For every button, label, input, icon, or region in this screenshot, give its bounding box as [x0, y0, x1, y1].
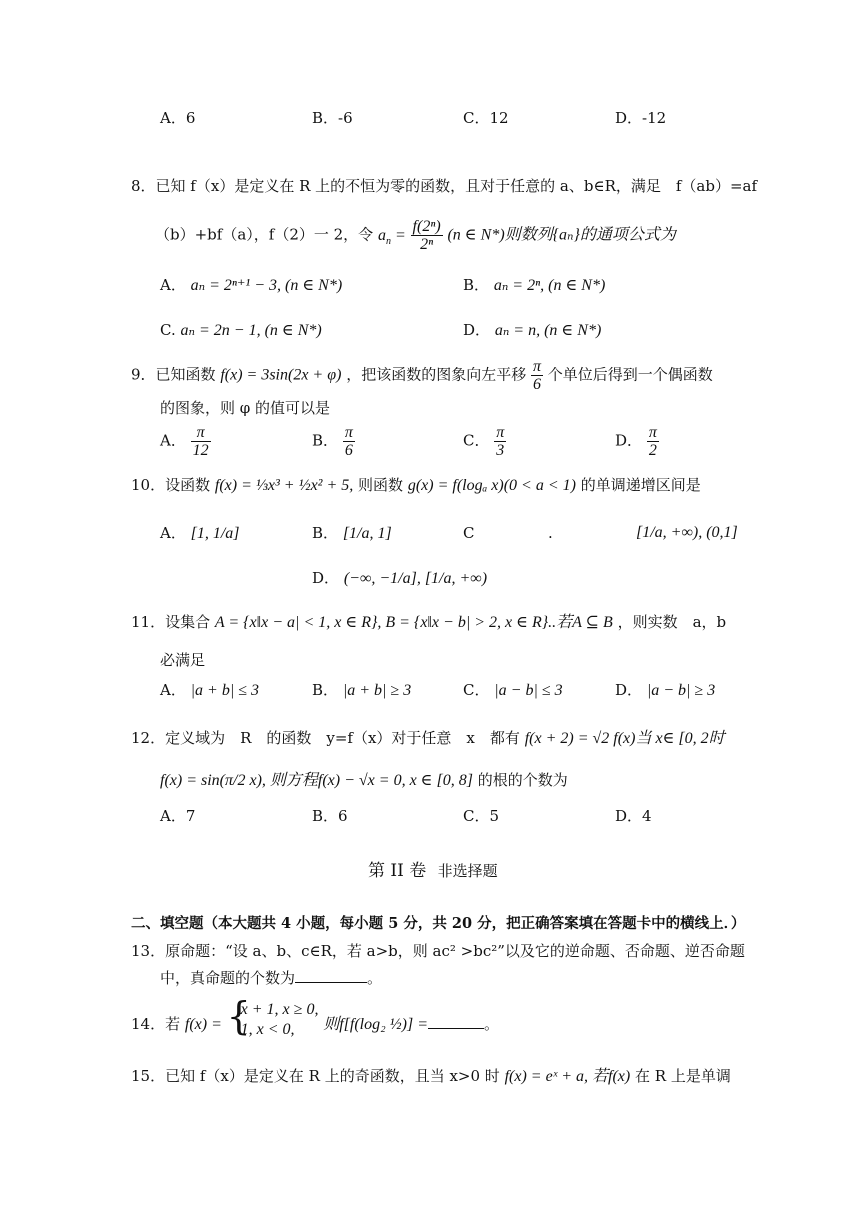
q9-option-c — [463, 424, 506, 459]
q7-option-b: B．-6 — [312, 109, 353, 127]
q9-option-c-den: 3 — [496, 442, 505, 459]
q10-line1-text-a: 10．设函数 — [131, 476, 211, 494]
q9-option-a-label: A． — [160, 431, 186, 450]
q11-option-b-label: B． — [312, 681, 339, 699]
q10-option-c-dot: . — [548, 524, 553, 542]
q12-line1-text: 12．定义域为 R 的函数 y=f（x）对于任意 x 都有 — [131, 729, 520, 747]
q9-option-d-label: D． — [615, 431, 643, 450]
q9-option-d-fraction — [647, 424, 659, 459]
q9-option-b-num: π — [344, 424, 353, 441]
q15-line — [131, 1066, 731, 1087]
q9-option-c-fraction — [494, 424, 506, 459]
section-subtitle: 非选择题 — [437, 862, 498, 880]
q15-math: f(x) = eˣ + a, 若f(x) — [504, 1068, 631, 1085]
q8-option-b-math: aₙ = 2ⁿ, (n ∈ N*) — [493, 277, 606, 294]
q9-line1-text-a: 9．已知函数 — [131, 365, 216, 384]
q8-fraction-num: f(2ⁿ) — [412, 218, 441, 235]
q11-option-d-label: D． — [615, 681, 643, 699]
q8-option-a-label: A． — [160, 276, 186, 294]
q9-option-a-num: π — [191, 424, 211, 442]
q14-answer-blank — [428, 1012, 484, 1029]
q9-option-d-den: 2 — [648, 442, 657, 459]
q10-option-a — [160, 523, 240, 544]
q7-option-c: C．12 — [463, 109, 509, 127]
q9-option-b-den: 6 — [344, 442, 353, 459]
q14-end: 。 — [484, 1015, 500, 1033]
q8-formula-fraction — [411, 218, 443, 253]
q9-option-b-label: B． — [312, 431, 339, 450]
q12-option-d: D．4 — [615, 807, 652, 825]
q14-brace: { — [226, 994, 251, 1038]
q10-option-b — [312, 523, 392, 544]
q9-line2: 的图象，则 φ 的值可以是 — [160, 399, 331, 417]
q12-line1 — [131, 728, 725, 749]
q9-line1-text-c: 个单位后得到一个偶函数 — [547, 365, 713, 384]
q10-option-c-label: C — [463, 524, 475, 542]
q8-option-b — [463, 275, 605, 296]
q9-shift-num: π — [532, 358, 541, 375]
q14-line — [131, 994, 500, 1044]
q11-option-b — [312, 680, 411, 701]
q9-function: f(x) = 3sin(2x + φ) — [220, 366, 342, 384]
q11-sets: A = {x‖x − a| < 1, x ∈ R}, B = {x‖x − b| > 2, x ∈ R}..若A ⊆ B — [214, 614, 613, 631]
q11-option-c-math: |a − b| ≤ 3 — [494, 682, 563, 699]
q10-option-d-label: D． — [312, 569, 340, 587]
q8-line1: 8．已知 f（x）是定义在 R 上的不恒为零的函数，且对于任意的 a、b∈R，满足 f（ab）=af — [131, 177, 758, 195]
q13-line2-end: 。 — [367, 969, 383, 987]
q8-formula-lhs: $a_n$ = — [377, 226, 406, 247]
q8-option-c-label: C. — [160, 321, 176, 339]
q10-option-d-math: (−∞, −1/a], [1/a, +∞) — [343, 570, 488, 587]
q10-option-b-label: B． — [312, 524, 339, 542]
q13-line2-text: 中，真命题的个数为 — [160, 969, 296, 987]
q14-piecewise — [226, 994, 319, 1040]
q9-option-c-label: C． — [463, 431, 490, 450]
q11-option-b-math: |a + b| ≥ 3 — [342, 682, 412, 699]
q13-answer-blank — [295, 966, 367, 983]
q9-option-a-fraction — [191, 424, 211, 459]
q11-line1-text-a: 11．设集合 — [131, 613, 211, 631]
q12-option-a: A．7 — [160, 807, 196, 825]
q10-option-d — [312, 568, 487, 589]
q8-line2 — [155, 218, 676, 253]
q11-line2: 必满足 — [160, 651, 206, 669]
q8-formula-rest: (n ∈ N*)则数列{aₙ}的通项公式为 — [447, 226, 676, 244]
q10-option-a-label: A． — [160, 524, 186, 542]
q8-option-d — [463, 320, 601, 341]
q11-line1-text-b: ，则实数 a，b — [617, 613, 727, 631]
q9-option-d — [615, 424, 659, 459]
q10-line1-text-c: 的单调递增区间是 — [580, 476, 701, 494]
q11-option-d — [615, 680, 715, 701]
q9-line1 — [131, 358, 713, 393]
q8-option-a — [160, 275, 342, 296]
q12-option-b: B．6 — [312, 807, 348, 825]
q8-line2-text: （b）+bf（a），f（2）一 2，令 — [155, 225, 374, 244]
q12-line2-text: 的根的个数为 — [477, 771, 568, 789]
q8-option-b-label: B． — [463, 276, 490, 294]
q11-option-c — [463, 680, 563, 701]
q12-line2-math: f(x) = sin(π/2 x), 则方程f(x) − √x = 0, x ∈ [0, 8] — [160, 772, 473, 789]
q13-line1: 13．原命题：“设 a、b、c∈R，若 a>b，则 ac² >bc²”以及它的逆命题、否命题、逆否命题 — [131, 942, 745, 960]
q14-then: 则f[f(log₂ ½)] = — [323, 1016, 429, 1033]
q10-line1-text-b: 则函数 — [358, 476, 404, 494]
q12-line2 — [160, 770, 568, 791]
q8-option-c-math: aₙ = 2n − 1, (n ∈ N*) — [180, 322, 322, 339]
q11-option-c-label: C． — [463, 681, 490, 699]
q11-line1 — [131, 612, 726, 633]
q11-option-d-math: |a − b| ≥ 3 — [646, 682, 716, 699]
q9-option-a-den: 12 — [192, 442, 209, 459]
q8-option-d-label: D． — [463, 321, 491, 339]
q14-case-2: 1, x < 0, — [240, 1021, 295, 1038]
q15-end: 在 R 上是单调 — [635, 1067, 731, 1085]
q9-option-d-num: π — [648, 424, 657, 441]
q13-line2 — [160, 966, 382, 988]
q9-option-b-fraction — [343, 424, 355, 459]
q11-option-a-math: |a + b| ≤ 3 — [190, 682, 259, 699]
q11-option-a — [160, 680, 259, 701]
q10-function-f: f(x) = ⅓x³ + ½x² + 5, — [214, 477, 354, 494]
q10-option-a-math: [1, 1/a] — [190, 525, 240, 542]
q12-option-c: C．5 — [463, 807, 500, 825]
q8-option-a-math: aₙ = 2ⁿ⁺¹ − 3, (n ∈ N*) — [190, 277, 343, 294]
q12-line1-math: f(x + 2) = √2 f(x)当 x∈ [0, 2时 — [524, 730, 725, 747]
section-title-main: 第 II 卷 — [368, 861, 427, 881]
q15-text: 15．已知 f（x）是定义在 R 上的奇函数，且当 x>0 时 — [131, 1067, 500, 1085]
q14-function: f(x) = — [184, 1016, 222, 1033]
q10-line1 — [131, 475, 701, 496]
q9-option-a — [160, 424, 211, 459]
q10-option-b-math: [1/a, 1] — [342, 525, 392, 542]
q10-option-c-math: [1/a, +∞), (0,1] — [636, 524, 738, 541]
q8-option-d-math: aₙ = n, (n ∈ N*) — [494, 322, 602, 339]
q11-option-a-label: A． — [160, 681, 186, 699]
part2-heading: 二、填空题（本大题共 4 小题，每小题 5 分，共 20 分，把正确答案填在答题卡中的横线上．） — [131, 915, 746, 932]
q7-option-d: D．-12 — [615, 109, 667, 127]
q14-label: 14．若 — [131, 1015, 181, 1033]
q14-case-1: x + 1, x ≥ 0, — [240, 1001, 319, 1018]
q9-option-b — [312, 424, 355, 459]
q9-shift-fraction — [531, 358, 543, 393]
section-title — [368, 860, 498, 882]
q8-option-c — [160, 320, 322, 341]
q9-line1-text-b: ，把该函数的图象向左平移 — [346, 365, 527, 384]
q10-function-g: g(x) = f(logₐ x)(0 < a < 1) — [407, 477, 576, 494]
q7-option-a: A．6 — [160, 109, 196, 127]
q8-fraction-den: 2ⁿ — [420, 236, 434, 253]
q9-shift-den: 6 — [532, 376, 541, 393]
q9-option-c-num: π — [496, 424, 505, 441]
